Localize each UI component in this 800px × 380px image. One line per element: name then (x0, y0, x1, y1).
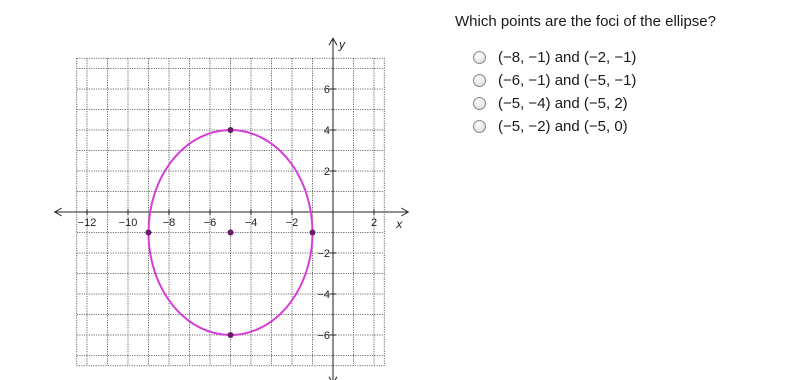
ellipse-point (228, 332, 234, 338)
radio-button-icon[interactable] (473, 74, 486, 87)
answer-option-label: (−5, −4) and (−5, 2) (498, 95, 628, 112)
answer-option-4[interactable] (473, 115, 785, 138)
answer-option-label: (−8, −1) and (−2, −1) (498, 49, 637, 66)
ellipse-point (228, 127, 234, 133)
answer-option-3[interactable] (473, 92, 785, 115)
x-tick-label: −12 (77, 217, 97, 229)
ellipse-point (228, 230, 234, 236)
question-panel (455, 12, 785, 138)
x-tick-label: −10 (118, 217, 138, 229)
tick-labels (78, 84, 377, 342)
ellipse-point (146, 230, 152, 236)
question-text: Which points are the foci of the ellipse? (455, 13, 716, 30)
answer-option-label: (−5, −2) and (−5, 0) (498, 118, 628, 135)
x-tick-label: 2 (370, 217, 378, 229)
answer-options (455, 46, 785, 138)
radio-button-icon[interactable] (473, 97, 486, 110)
y-tick-label: 2 (323, 166, 330, 178)
radio-button-icon[interactable] (473, 51, 486, 64)
ellipse-point (310, 230, 316, 236)
answer-option-label: (−6, −1) and (−5, −1) (498, 72, 637, 89)
x-tick-label: −4 (244, 217, 258, 229)
y-axis-label: y (339, 37, 345, 52)
radio-button-icon[interactable] (473, 120, 486, 133)
answer-option-2[interactable] (473, 69, 785, 92)
x-tick-label: −2 (285, 217, 299, 229)
y-tick-label: 6 (323, 84, 330, 96)
y-tick-label: −4 (317, 289, 330, 301)
x-tick-label: −6 (203, 217, 217, 229)
x-tick-label: −8 (162, 217, 176, 229)
y-tick-label: 4 (323, 125, 330, 137)
y-tick-label: −2 (317, 248, 330, 260)
x-axis-label: x (396, 217, 403, 231)
answer-option-1[interactable] (473, 46, 785, 69)
y-tick-label: −6 (317, 330, 330, 342)
